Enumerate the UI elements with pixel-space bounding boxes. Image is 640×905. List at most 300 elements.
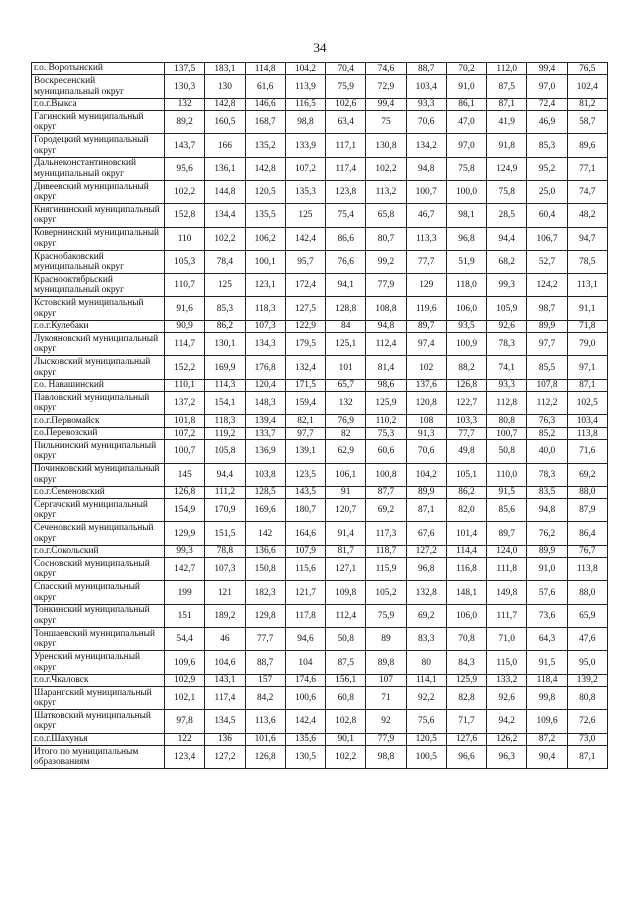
value-cell: 151,5 xyxy=(205,522,245,545)
value-cell: 124,2 xyxy=(527,274,567,297)
value-cell: 82,8 xyxy=(446,687,486,710)
value-cell: 92,2 xyxy=(406,687,446,710)
value-cell: 60,8 xyxy=(326,687,366,710)
value-cell: 98,8 xyxy=(285,111,325,134)
value-cell: 121,7 xyxy=(285,581,325,604)
value-cell: 50,8 xyxy=(326,628,366,651)
value-cell: 104,2 xyxy=(406,463,446,486)
value-cell: 120,5 xyxy=(245,180,285,203)
value-cell: 90,4 xyxy=(527,746,567,769)
value-cell: 182,3 xyxy=(245,581,285,604)
value-cell: 112,2 xyxy=(527,392,567,415)
value-cell: 123,8 xyxy=(326,180,366,203)
table-row xyxy=(32,746,608,769)
municipality-name: Тонкинский муниципальный округ xyxy=(32,604,165,627)
value-cell: 76,5 xyxy=(567,63,607,75)
value-cell: 109,6 xyxy=(527,710,567,733)
value-cell: 86,2 xyxy=(205,320,245,332)
value-cell: 142,4 xyxy=(285,227,325,250)
value-cell: 61,6 xyxy=(245,75,285,98)
value-cell: 126,2 xyxy=(487,733,527,745)
value-cell: 91,0 xyxy=(527,558,567,581)
value-cell: 127,6 xyxy=(446,733,486,745)
value-cell: 94,8 xyxy=(366,320,406,332)
value-cell: 103,8 xyxy=(245,463,285,486)
value-cell: 130,1 xyxy=(205,333,245,356)
value-cell: 77,7 xyxy=(245,628,285,651)
value-cell: 92,6 xyxy=(487,320,527,332)
value-cell: 107,8 xyxy=(527,379,567,391)
value-cell: 99,3 xyxy=(487,274,527,297)
table-row xyxy=(32,250,608,273)
table-row xyxy=(32,379,608,391)
value-cell: 100,7 xyxy=(487,427,527,439)
value-cell: 107,2 xyxy=(165,427,205,439)
value-cell: 100,8 xyxy=(366,463,406,486)
table-row xyxy=(32,111,608,134)
value-cell: 112,4 xyxy=(366,333,406,356)
value-cell: 91,4 xyxy=(326,522,366,545)
value-cell: 132,4 xyxy=(285,356,325,379)
value-cell: 111,7 xyxy=(487,604,527,627)
value-cell: 87,7 xyxy=(366,486,406,498)
value-cell: 104,6 xyxy=(205,651,245,674)
value-cell: 91,5 xyxy=(487,486,527,498)
value-cell: 106,7 xyxy=(527,227,567,250)
value-cell: 90,9 xyxy=(165,320,205,332)
value-cell: 89,2 xyxy=(165,111,205,134)
value-cell: 102,6 xyxy=(326,98,366,110)
value-cell: 134,4 xyxy=(205,204,245,227)
municipality-name: г.о.г.Семеновский xyxy=(32,486,165,498)
municipality-name: Сеченовский муниципальный округ xyxy=(32,522,165,545)
value-cell: 79,0 xyxy=(567,333,607,356)
table-row xyxy=(32,320,608,332)
value-cell: 116,5 xyxy=(285,98,325,110)
value-cell: 85,2 xyxy=(527,427,567,439)
value-cell: 114,7 xyxy=(165,333,205,356)
value-cell: 122,7 xyxy=(446,392,486,415)
value-cell: 81,2 xyxy=(567,98,607,110)
table-row xyxy=(32,710,608,733)
value-cell: 112,4 xyxy=(326,604,366,627)
value-cell: 125 xyxy=(285,204,325,227)
value-cell: 123,5 xyxy=(285,463,325,486)
value-cell: 143,1 xyxy=(205,674,245,686)
value-cell: 101,6 xyxy=(245,733,285,745)
value-cell: 76,3 xyxy=(527,415,567,427)
value-cell: 144,8 xyxy=(205,180,245,203)
value-cell: 123,4 xyxy=(165,746,205,769)
municipality-name: Итого по муниципальным образованиям xyxy=(32,746,165,769)
municipality-name: г.о.г.Чкаловск xyxy=(32,674,165,686)
value-cell: 86,1 xyxy=(446,98,486,110)
value-cell: 75,8 xyxy=(446,157,486,180)
municipality-name: Дальнеконстантиновский муниципальный округ xyxy=(32,157,165,180)
value-cell: 49,8 xyxy=(446,440,486,463)
value-cell: 113,2 xyxy=(366,180,406,203)
value-cell: 123,1 xyxy=(245,274,285,297)
value-cell: 99,3 xyxy=(165,545,205,557)
municipality-name: Уренский муниципальный округ xyxy=(32,651,165,674)
value-cell: 137,5 xyxy=(165,63,205,75)
value-cell: 109,8 xyxy=(326,581,366,604)
value-cell: 76,7 xyxy=(567,545,607,557)
value-cell: 102,2 xyxy=(165,180,205,203)
value-cell: 103,3 xyxy=(446,415,486,427)
value-cell: 87,9 xyxy=(567,499,607,522)
value-cell: 70,6 xyxy=(406,440,446,463)
municipality-name: Лысковский муниципальный округ xyxy=(32,356,165,379)
value-cell: 60,6 xyxy=(366,440,406,463)
value-cell: 82,0 xyxy=(446,499,486,522)
value-cell: 52,7 xyxy=(527,250,567,273)
value-cell: 106,1 xyxy=(326,463,366,486)
value-cell: 107 xyxy=(366,674,406,686)
table-row xyxy=(32,356,608,379)
value-cell: 108,8 xyxy=(366,297,406,320)
value-cell: 135,2 xyxy=(245,134,285,157)
value-cell: 100,0 xyxy=(446,180,486,203)
value-cell: 82,1 xyxy=(285,415,325,427)
value-cell: 95,0 xyxy=(567,651,607,674)
value-cell: 62,9 xyxy=(326,440,366,463)
value-cell: 91,3 xyxy=(406,427,446,439)
value-cell: 76,6 xyxy=(326,250,366,273)
value-cell: 46,9 xyxy=(527,111,567,134)
value-cell: 82 xyxy=(326,427,366,439)
table-row xyxy=(32,499,608,522)
value-cell: 96,6 xyxy=(446,746,486,769)
value-cell: 93,3 xyxy=(487,379,527,391)
value-cell: 172,4 xyxy=(285,274,325,297)
value-cell: 102,5 xyxy=(567,392,607,415)
value-cell: 127,1 xyxy=(326,558,366,581)
value-cell: 71,6 xyxy=(567,440,607,463)
value-cell: 136,1 xyxy=(205,157,245,180)
value-cell: 72,9 xyxy=(366,75,406,98)
value-cell: 94,4 xyxy=(487,227,527,250)
value-cell: 80,8 xyxy=(487,415,527,427)
value-cell: 125,1 xyxy=(326,333,366,356)
value-cell: 80 xyxy=(406,651,446,674)
value-cell: 86,2 xyxy=(446,486,486,498)
table-row xyxy=(32,98,608,110)
table-row xyxy=(32,75,608,98)
value-cell: 136,9 xyxy=(245,440,285,463)
value-cell: 74,6 xyxy=(366,63,406,75)
value-cell: 107,3 xyxy=(205,558,245,581)
value-cell: 74,1 xyxy=(487,356,527,379)
value-cell: 104 xyxy=(285,651,325,674)
value-cell: 97,7 xyxy=(285,427,325,439)
value-cell: 107,2 xyxy=(285,157,325,180)
value-cell: 118,3 xyxy=(245,297,285,320)
value-cell: 68,2 xyxy=(487,250,527,273)
value-cell: 171,5 xyxy=(285,379,325,391)
value-cell: 107,3 xyxy=(245,320,285,332)
value-cell: 130,5 xyxy=(285,746,325,769)
municipality-name: Дивеевский муниципальный округ xyxy=(32,180,165,203)
municipality-name: Шатковский муниципальный округ xyxy=(32,710,165,733)
value-cell: 67,6 xyxy=(406,522,446,545)
table-row xyxy=(32,227,608,250)
table-row xyxy=(32,134,608,157)
value-cell: 130,8 xyxy=(366,134,406,157)
value-cell: 96,8 xyxy=(446,227,486,250)
value-cell: 129 xyxy=(406,274,446,297)
value-cell: 120,7 xyxy=(326,499,366,522)
value-cell: 88,0 xyxy=(567,486,607,498)
value-cell: 113,3 xyxy=(406,227,446,250)
value-cell: 70,6 xyxy=(406,111,446,134)
value-cell: 51,9 xyxy=(446,250,486,273)
value-cell: 100,9 xyxy=(446,333,486,356)
value-cell: 87,5 xyxy=(326,651,366,674)
value-cell: 78,4 xyxy=(205,250,245,273)
value-cell: 118,0 xyxy=(446,274,486,297)
value-cell: 87,1 xyxy=(567,746,607,769)
value-cell: 110,7 xyxy=(165,274,205,297)
value-cell: 130 xyxy=(205,75,245,98)
value-cell: 78,8 xyxy=(205,545,245,557)
value-cell: 115,6 xyxy=(285,558,325,581)
value-cell: 114,4 xyxy=(446,545,486,557)
value-cell: 109,6 xyxy=(165,651,205,674)
value-cell: 100,5 xyxy=(406,746,446,769)
value-cell: 97,8 xyxy=(165,710,205,733)
table-row xyxy=(32,463,608,486)
value-cell: 169,6 xyxy=(245,499,285,522)
municipality-name: Лукояновский муниципальный округ xyxy=(32,333,165,356)
table-row xyxy=(32,733,608,745)
value-cell: 70,2 xyxy=(446,63,486,75)
value-cell: 111,8 xyxy=(487,558,527,581)
value-cell: 65,9 xyxy=(567,604,607,627)
value-cell: 99,4 xyxy=(527,63,567,75)
value-cell: 47,0 xyxy=(446,111,486,134)
value-cell: 105,8 xyxy=(205,440,245,463)
value-cell: 136 xyxy=(205,733,245,745)
value-cell: 85,6 xyxy=(487,499,527,522)
value-cell: 75,3 xyxy=(366,427,406,439)
table-row xyxy=(32,687,608,710)
value-cell: 113,6 xyxy=(245,710,285,733)
value-cell: 85,5 xyxy=(527,356,567,379)
value-cell: 142,4 xyxy=(285,710,325,733)
value-cell: 139,2 xyxy=(567,674,607,686)
value-cell: 148,3 xyxy=(245,392,285,415)
value-cell: 99,2 xyxy=(366,250,406,273)
municipality-name: Краснобаковский муниципальный округ xyxy=(32,250,165,273)
value-cell: 102,9 xyxy=(165,674,205,686)
value-cell: 134,3 xyxy=(245,333,285,356)
value-cell: 98,8 xyxy=(366,746,406,769)
value-cell: 106,2 xyxy=(245,227,285,250)
value-cell: 70,8 xyxy=(446,628,486,651)
value-cell: 93,5 xyxy=(446,320,486,332)
value-cell: 95,2 xyxy=(527,157,567,180)
value-cell: 113,1 xyxy=(567,274,607,297)
value-cell: 74,7 xyxy=(567,180,607,203)
value-cell: 75,9 xyxy=(366,604,406,627)
value-cell: 40,0 xyxy=(527,440,567,463)
value-cell: 63,4 xyxy=(326,111,366,134)
value-cell: 127,2 xyxy=(406,545,446,557)
value-cell: 134,2 xyxy=(406,134,446,157)
value-cell: 159,4 xyxy=(285,392,325,415)
value-cell: 125 xyxy=(205,274,245,297)
value-cell: 100,7 xyxy=(406,180,446,203)
table-row xyxy=(32,651,608,674)
value-cell: 132 xyxy=(165,98,205,110)
value-cell: 99,8 xyxy=(527,687,567,710)
value-cell: 117,1 xyxy=(326,134,366,157)
value-cell: 81,4 xyxy=(366,356,406,379)
table-row xyxy=(32,674,608,686)
value-cell: 99,4 xyxy=(366,98,406,110)
table-row xyxy=(32,204,608,227)
municipality-name: Спасский муниципальный округ xyxy=(32,581,165,604)
value-cell: 75,4 xyxy=(326,204,366,227)
value-cell: 58,7 xyxy=(567,111,607,134)
table-body xyxy=(32,63,608,769)
value-cell: 71,0 xyxy=(487,628,527,651)
value-cell: 118,3 xyxy=(205,415,245,427)
value-cell: 117,4 xyxy=(205,687,245,710)
value-cell: 92,6 xyxy=(487,687,527,710)
value-cell: 149,8 xyxy=(487,581,527,604)
value-cell: 25,0 xyxy=(527,180,567,203)
value-cell: 139,4 xyxy=(245,415,285,427)
value-cell: 89,9 xyxy=(406,486,446,498)
value-cell: 117,4 xyxy=(326,157,366,180)
value-cell: 85,3 xyxy=(205,297,245,320)
value-cell: 90,1 xyxy=(326,733,366,745)
municipality-name: Шарангский муниципальный округ xyxy=(32,687,165,710)
value-cell: 47,6 xyxy=(567,628,607,651)
value-cell: 72,6 xyxy=(567,710,607,733)
municipality-name: Сергачский муниципальный округ xyxy=(32,499,165,522)
value-cell: 111,2 xyxy=(205,486,245,498)
value-cell: 108 xyxy=(406,415,446,427)
value-cell: 69,2 xyxy=(366,499,406,522)
value-cell: 97,0 xyxy=(527,75,567,98)
value-cell: 100,1 xyxy=(245,250,285,273)
data-table xyxy=(31,62,608,769)
value-cell: 89,7 xyxy=(487,522,527,545)
value-cell: 84 xyxy=(326,320,366,332)
table-row xyxy=(32,274,608,297)
table-row xyxy=(32,628,608,651)
value-cell: 110,0 xyxy=(487,463,527,486)
value-cell: 89 xyxy=(366,628,406,651)
value-cell: 75,9 xyxy=(326,75,366,98)
value-cell: 120,8 xyxy=(406,392,446,415)
value-cell: 120,4 xyxy=(245,379,285,391)
municipality-name: г.о.г.Сокольский xyxy=(32,545,165,557)
municipality-name: Кстовский муниципальный округ xyxy=(32,297,165,320)
value-cell: 122 xyxy=(165,733,205,745)
value-cell: 80,8 xyxy=(567,687,607,710)
value-cell: 117,3 xyxy=(366,522,406,545)
value-cell: 129,9 xyxy=(165,522,205,545)
value-cell: 103,4 xyxy=(406,75,446,98)
municipality-name: г.о. Воротынский xyxy=(32,63,165,75)
value-cell: 169,9 xyxy=(205,356,245,379)
value-cell: 96,8 xyxy=(406,558,446,581)
value-cell: 113,8 xyxy=(567,558,607,581)
municipality-name: Пильнинский муниципальный округ xyxy=(32,440,165,463)
municipality-name: г.о.г.Первомайск xyxy=(32,415,165,427)
value-cell: 135,6 xyxy=(285,733,325,745)
value-cell: 129,8 xyxy=(245,604,285,627)
value-cell: 89,9 xyxy=(527,320,567,332)
value-cell: 71,8 xyxy=(567,320,607,332)
value-cell: 105,2 xyxy=(366,581,406,604)
value-cell: 100,6 xyxy=(285,687,325,710)
value-cell: 189,2 xyxy=(205,604,245,627)
value-cell: 137,6 xyxy=(406,379,446,391)
value-cell: 94,7 xyxy=(567,227,607,250)
value-cell: 78,3 xyxy=(487,333,527,356)
table-row xyxy=(32,486,608,498)
value-cell: 94,4 xyxy=(205,463,245,486)
value-cell: 156,1 xyxy=(326,674,366,686)
value-cell: 54,4 xyxy=(165,628,205,651)
value-cell: 104,2 xyxy=(285,63,325,75)
value-cell: 97,1 xyxy=(567,356,607,379)
value-cell: 152,2 xyxy=(165,356,205,379)
value-cell: 113,9 xyxy=(285,75,325,98)
value-cell: 139,1 xyxy=(285,440,325,463)
value-cell: 94,1 xyxy=(326,274,366,297)
value-cell: 95,7 xyxy=(285,250,325,273)
value-cell: 48,2 xyxy=(567,204,607,227)
municipality-name: г.о.г.Выкса xyxy=(32,98,165,110)
value-cell: 119,6 xyxy=(406,297,446,320)
value-cell: 154,9 xyxy=(165,499,205,522)
value-cell: 102,2 xyxy=(366,157,406,180)
value-cell: 91,1 xyxy=(567,297,607,320)
value-cell: 143,5 xyxy=(285,486,325,498)
value-cell: 76,2 xyxy=(527,522,567,545)
value-cell: 118,4 xyxy=(527,674,567,686)
value-cell: 102,1 xyxy=(165,687,205,710)
value-cell: 80,7 xyxy=(366,227,406,250)
value-cell: 112,0 xyxy=(487,63,527,75)
table-row xyxy=(32,180,608,203)
value-cell: 142,8 xyxy=(205,98,245,110)
value-cell: 128,5 xyxy=(245,486,285,498)
value-cell: 199 xyxy=(165,581,205,604)
value-cell: 102,2 xyxy=(205,227,245,250)
value-cell: 76,9 xyxy=(326,415,366,427)
value-cell: 110,2 xyxy=(366,415,406,427)
value-cell: 151 xyxy=(165,604,205,627)
value-cell: 168,7 xyxy=(245,111,285,134)
value-cell: 179,5 xyxy=(285,333,325,356)
value-cell: 94,8 xyxy=(406,157,446,180)
value-cell: 103,4 xyxy=(567,415,607,427)
value-cell: 137,2 xyxy=(165,392,205,415)
value-cell: 87,2 xyxy=(527,733,567,745)
value-cell: 75,8 xyxy=(487,180,527,203)
municipality-name: Ковернинский муниципальный округ xyxy=(32,227,165,250)
value-cell: 125,9 xyxy=(366,392,406,415)
value-cell: 69,2 xyxy=(567,463,607,486)
value-cell: 164,6 xyxy=(285,522,325,545)
